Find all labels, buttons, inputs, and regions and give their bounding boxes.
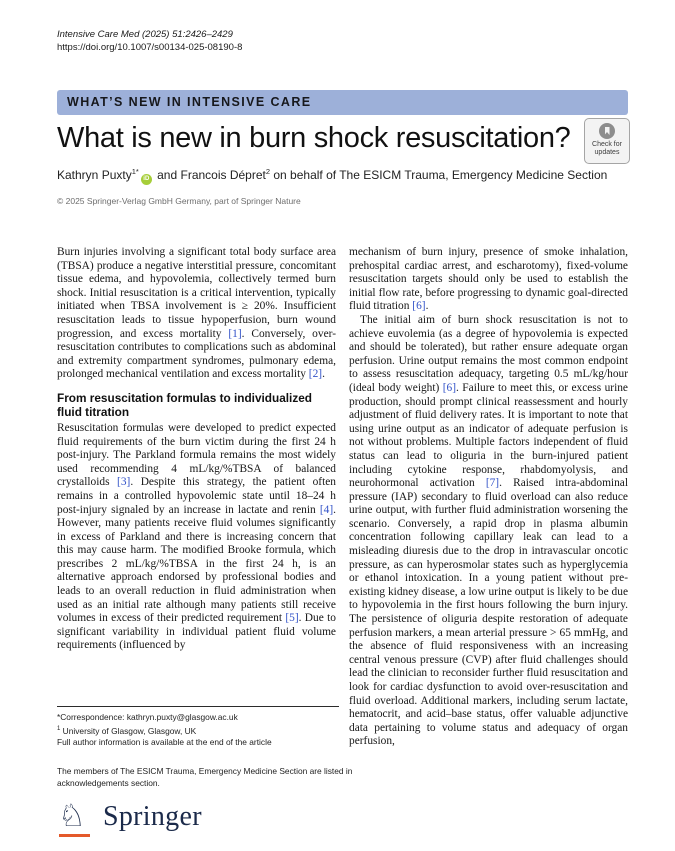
author-1-superscript: 1* bbox=[131, 167, 139, 176]
springer-logo bbox=[57, 797, 202, 841]
affiliation-superscript: 1 bbox=[57, 725, 61, 732]
footnote-block bbox=[57, 706, 339, 748]
orcid-icon[interactable]: iD bbox=[141, 174, 152, 185]
horse-glyph: ♘ bbox=[58, 798, 86, 834]
citation-link[interactable]: [6] bbox=[442, 381, 457, 394]
crossmark-icon bbox=[599, 123, 615, 139]
correspondence-email: kathryn.puxty@glasgow.ac.uk bbox=[126, 712, 238, 722]
full-author-info-note: Full author information is available at the end of the article bbox=[57, 736, 272, 747]
copyright-line: © 2025 Springer-Verlag GmbH Germany, part of Springer Nature bbox=[57, 196, 301, 206]
members-note: The members of The ESICM Trauma, Emergency Medicine Section are listed in acknowledgements section. bbox=[57, 766, 353, 788]
right-column bbox=[349, 246, 628, 749]
citation-link[interactable]: [7] bbox=[485, 477, 500, 490]
springer-wordmark: Springer bbox=[103, 801, 202, 832]
aims-paragraph: The initial aim of burn shock resuscitation is not to achieve euvolemia (as a degree of hypovolemia is expected and should be tolerated), but rather ensure adequate organ perfusion. Urine output remains the most common endpoint to assess resuscitation adequacy, targeting 0.5 mL/kg/hour (ideal body weight) [6]. Failure to meet this, or excess urine production, should prompt clinical reassessment and hourly adjustment of fluid delivery rates. It is important to note that using urine output as an indicator of adequate perfusion is not without problems. Multiple factors independent of fluid status can lead to oliguria in the burn-injured patient including cytokine response, rhabdomyolysis, and neurohormonal activation [7]. Raised intra-abdominal pressure (IAP) secondary to fluid overload can also reduce urine output, with further fluid administration worsening the scenario. Conversely, a rapid drop in plasma albumin concentration following capillary leak can lead to a misleading diuresis due to the drop in intravascular oncotic pressure, as can hyperosmolar states such as hyperglycemia or ethanol intoxication. In a young patient without pre-existing kidney disease, a low urine output is likely to be due to hypovolemia in the first hours following the burn injury. The persistence of oliguria despite restoration of adequate perfusion markers, a mean arterial pressure > 65 mmHg, and the absence of fluid responsiveness with an increasing central venous pressure (CVP) after fluid challenges should lead the clinician to reconsider further fluid resuscitation and look for cardiac dysfunction to avoid over-resuscitation and fluid overload. Additional markers, including serum lactate, hematocrit, and acid–base status, offer valuable adjunctive data pertaining to volume status and adequacy of organ perfusion, bbox=[349, 313, 629, 748]
formulas-paragraph: Resuscitation formulas were developed to predict expected fluid requirements of the burn victim during the first 24 h post-injury. The Parkland formula remains the most widely used recommending 4 mL/kg/%TBSA of balanced crystalloids [3]. Despite this strategy, the patient often remains in a controlled hypovolemic state until 18–24 h post-injury signaled by an increase in lactate and renin [4]. However, many patients receive fluid volumes significantly in excess of Parkland and there is increasing concern that this may cause harm. The modified Brooke formula, which prescribes 2 mL/kg/%TBSA in the first 24 h, is an alternative approach endorsed by professional bodies and leads to an overall reduction in fluid administration when used as an initial rate although many patients still receive volumes in excess of their predicted requirement [5]. Due to significant variability in individual patient fluid volume requirements (influenced by bbox=[57, 421, 336, 652]
affiliation-text: University of Glasgow, Glasgow, UK bbox=[60, 725, 197, 736]
correspondence-note bbox=[57, 712, 339, 724]
author-2-superscript: 2 bbox=[265, 167, 271, 176]
doi-link[interactable]: https://doi.org/10.1007/s00134-025-08190-8 bbox=[57, 41, 243, 53]
check-updates-label-line1: Check for bbox=[592, 141, 622, 148]
author-2-name: and Francois Dépret bbox=[153, 168, 266, 182]
citation-link[interactable]: [4] bbox=[319, 503, 334, 516]
page-header bbox=[57, 29, 242, 54]
check-for-updates-badge[interactable] bbox=[584, 118, 630, 164]
section-banner bbox=[57, 90, 628, 115]
section-banner-label: WHAT’S NEW IN INTENSIVE CARE bbox=[67, 95, 312, 109]
intro-paragraph: Burn injuries involving a significant total body surface area (TBSA) produce a negative interstitial pressure, concomitant tissue edema, and hypovolemia, collectively termed burn shock. Initial resuscitation is a critical intervention, typically initiated when TBSA involvement is ≥ 20%. Insufficient resuscitation leads to tissue hypoperfusion, burn wound progression, and excess mortality [1]. Conversely, over-resuscitation contributes to complications such as abdominal and extremity compartment syndromes, pulmonary edema, prolonged mechanical ventilation and excess mortality [2]. bbox=[57, 246, 336, 381]
author-line bbox=[57, 167, 617, 185]
logo-orange-bar bbox=[59, 834, 90, 838]
affiliation-note bbox=[57, 724, 339, 737]
citation-link[interactable]: [3] bbox=[117, 476, 131, 489]
citation-link[interactable]: [5] bbox=[285, 612, 299, 625]
citation-link[interactable]: [2] bbox=[308, 368, 323, 381]
citation-link[interactable]: [6] bbox=[412, 300, 426, 313]
article-title: What is new in burn shock resuscitation? bbox=[57, 122, 571, 154]
check-updates-label-line2: updates bbox=[594, 149, 620, 156]
left-column bbox=[57, 246, 336, 749]
author-1-name: Kathryn Puxty bbox=[57, 168, 132, 182]
springer-horse-icon bbox=[57, 797, 95, 841]
continuation-paragraph: mechanism of burn injury, presence of smoke inhalation, prehospital cardiac arrest, and escharotomy), fixed-volume resuscitation targets should only be used to establish the initial flow rate, before progressing to dynamic goal-directed fluid titration [6]. bbox=[349, 246, 628, 313]
section-heading: From resuscitation formulas to individualized fluid titration bbox=[57, 390, 312, 420]
citation-link[interactable]: [1] bbox=[228, 327, 242, 340]
author-line-suffix: on behalf of The ESICM Trauma, Emergency Medicine Section bbox=[270, 168, 608, 182]
journal-citation: Intensive Care Med (2025) 51:2426–2429 bbox=[57, 29, 233, 40]
article-body bbox=[57, 246, 628, 749]
correspondence-label: *Correspondence: bbox=[57, 712, 125, 722]
